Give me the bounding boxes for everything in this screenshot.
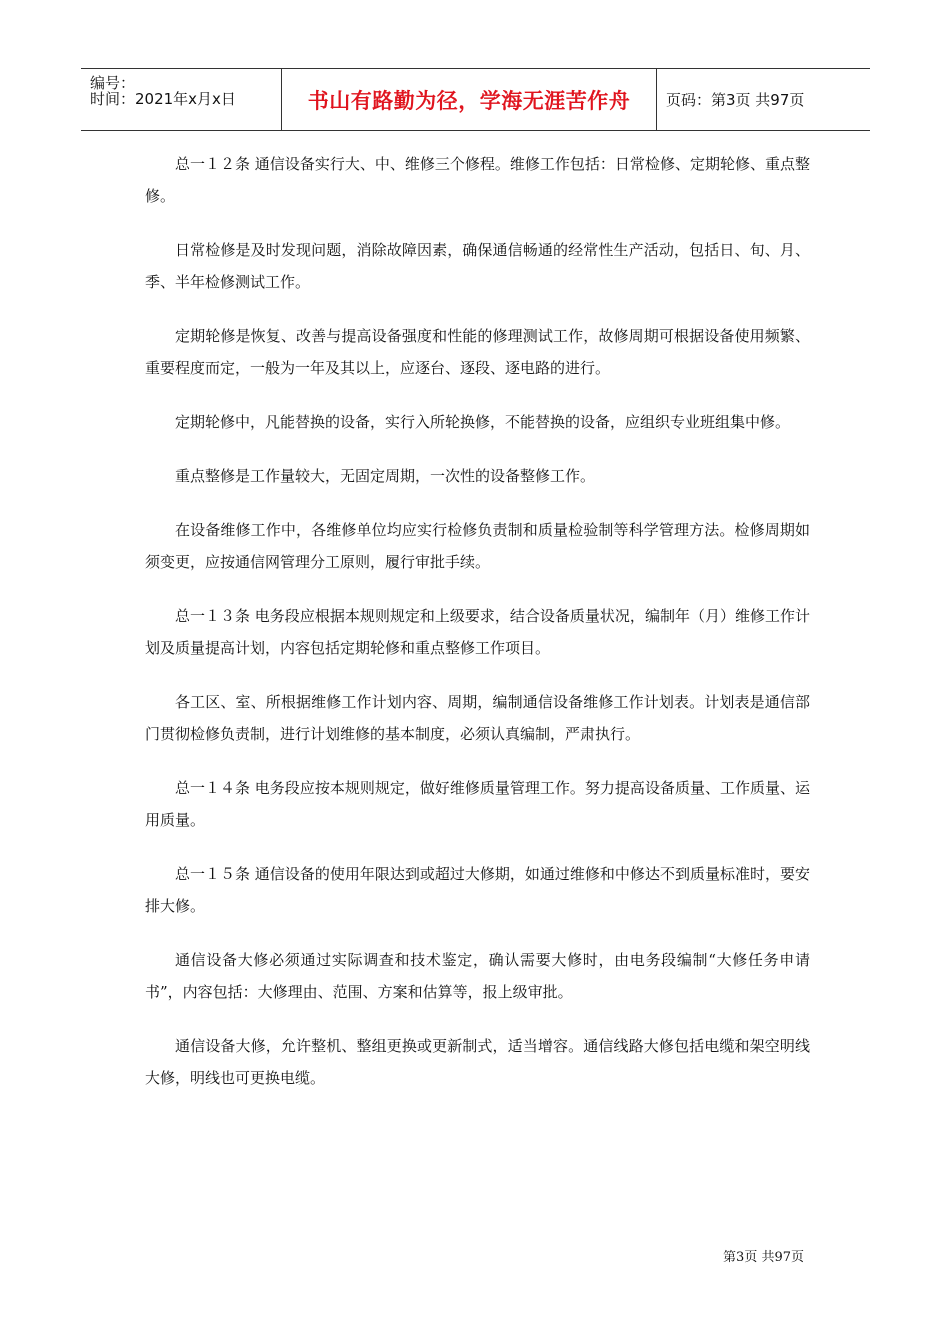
paragraph: 日常检修是及时发现问题，消除故障因素，确保通信畅通的经常性生产活动，包括日、旬、月、季、半年检修测试工作。 <box>145 241 810 291</box>
time-label: 时间：2021年x月x日 <box>90 90 236 108</box>
paragraph: 重点整修是工作量较大，无固定周期，一次性的设备整修工作。 <box>175 467 596 485</box>
paragraph: 定期轮修中，凡能替换的设备，实行入所轮换修，不能替换的设备，应组织专业班组集中修。 <box>175 413 791 431</box>
header-motto-cell <box>281 69 657 130</box>
paragraph: 在设备维修工作中，各维修单位均应实行检修负责制和质量检验制等科学管理方法。检修周期如须变更，应按通信网管理分工原则，履行审批手续。 <box>145 521 810 571</box>
paragraph: 通信设备大修，允许整机、整组更换或更新制式，适当增容。通信线路大修包括电缆和架空明线大修，明线也可更换电缆。 <box>145 1037 810 1087</box>
paragraph: 总一１５条 通信设备的使用年限达到或超过大修期，如通过维修和中修达不到质量标准时，要安排大修。 <box>145 865 810 915</box>
document-body <box>145 148 810 1116</box>
paragraph: 定期轮修是恢复、改善与提高设备强度和性能的修理测试工作，故修周期可根据设备使用频繁、重要程度而定，一般为一年及其以上，应逐台、逐段、逐电路的进行。 <box>145 327 810 377</box>
paragraph: 总一１３条 电务段应根据本规则规定和上级要求，结合设备质量状况，编制年（月）维修工作计划及质量提高计划，内容包括定期轮修和重点整修工作项目。 <box>145 607 810 657</box>
page-header <box>81 68 870 131</box>
paragraph: 通信设备大修必须通过实际调查和技术鉴定，确认需要大修时，由电务段编制“大修任务申请书”，内容包括：大修理由、范围、方案和估算等，报上级审批。 <box>145 951 810 1001</box>
header-meta <box>81 69 281 130</box>
number-label: 编号： <box>90 74 136 92</box>
header-page-cell <box>656 69 880 130</box>
paragraph: 总一１４条 电务段应按本规则规定，做好维修质量管理工作。努力提高设备质量、工作质量、运用质量。 <box>145 779 810 829</box>
paragraph: 总一１２条 通信设备实行大、中、维修三个修程。维修工作包括：日常检修、定期轮修、重点整修。 <box>145 155 810 205</box>
paragraph: 各工区、室、所根据维修工作计划内容、周期，编制通信设备维修工作计划表。计划表是通信部门贯彻检修负责制，进行计划维修的基本制度，必须认真编制，严肃执行。 <box>145 693 810 743</box>
page-footer: 第3页 共97页 <box>723 1250 804 1265</box>
motto-text: 书山有路勤为径，学海无涯苦作舟 <box>307 88 631 113</box>
page-number-label: 页码：第3页 共97页 <box>666 91 805 109</box>
